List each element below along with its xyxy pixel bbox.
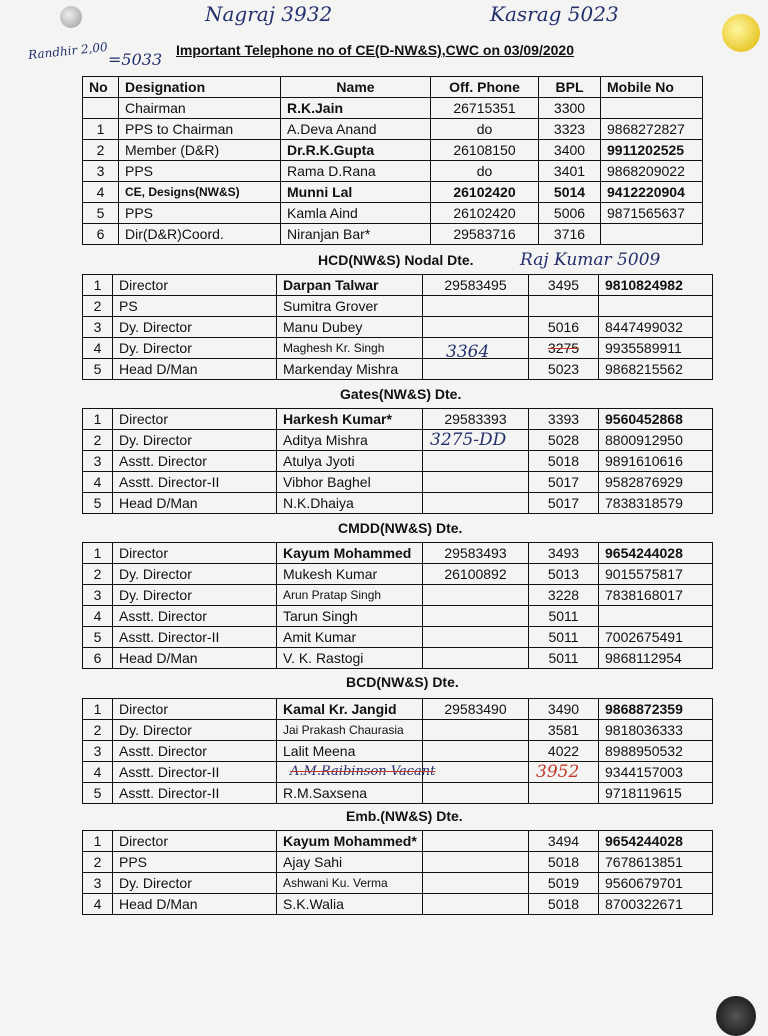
cell-name: Dr.R.K.Gupta — [281, 140, 431, 161]
table-row — [83, 585, 713, 606]
cell-mobile — [599, 606, 713, 627]
cell-bpl: 3393 — [529, 409, 599, 430]
cell-name: Ajay Sahi — [277, 852, 423, 873]
cell-bpl: 5018 — [529, 852, 599, 873]
table-row — [83, 783, 713, 804]
cell-designation: Dy. Director — [113, 585, 277, 606]
cell-bpl: 3323 — [539, 119, 601, 140]
main-contacts-table — [82, 76, 703, 245]
cell-designation: Dy. Director — [113, 720, 277, 741]
table-row — [83, 275, 713, 296]
cell-no: 5 — [83, 493, 113, 514]
cell-mobile: 7678613851 — [599, 852, 713, 873]
table-row — [83, 203, 703, 224]
cell-designation: Asstt. Director — [113, 606, 277, 627]
cell-phone — [423, 451, 529, 472]
cell-no: 3 — [83, 873, 113, 894]
cell-mobile: 9891610616 — [599, 451, 713, 472]
cell-name: N.K.Dhaiya — [277, 493, 423, 514]
cell-bpl: 5011 — [529, 627, 599, 648]
handwritten-margin-note-1: Randhir 2,00 — [27, 39, 109, 63]
col-header-phone: Off. Phone — [431, 77, 539, 98]
cell-phone: 26108150 — [431, 140, 539, 161]
section-title-gates: Gates(NW&S) Dte. — [340, 386, 462, 402]
cell-bpl: 3400 — [539, 140, 601, 161]
cell-phone — [423, 894, 529, 915]
cell-mobile: 8800912950 — [599, 430, 713, 451]
cell-mobile: 9868872359 — [599, 699, 713, 720]
cell-no: 3 — [83, 585, 113, 606]
cell-phone: 29583716 — [431, 224, 539, 245]
cell-bpl: 5023 — [529, 359, 599, 380]
cell-designation: PPS — [119, 203, 281, 224]
cell-no: 2 — [83, 430, 113, 451]
cell-bpl: 5019 — [529, 873, 599, 894]
cell-designation: Dy. Director — [113, 873, 277, 894]
cell-designation: CE, Designs(NW&S) — [119, 182, 281, 203]
cell-no: 1 — [83, 275, 113, 296]
cell-designation: Head D/Man — [113, 359, 277, 380]
table-header-row — [83, 77, 703, 98]
cell-phone: do — [431, 119, 539, 140]
cell-no: 5 — [83, 783, 113, 804]
cell-phone: do — [431, 161, 539, 182]
table-row — [83, 161, 703, 182]
cell-designation: Head D/Man — [113, 493, 277, 514]
cell-designation: Director — [113, 409, 277, 430]
table-row — [83, 741, 713, 762]
cell-mobile: 9560452868 — [599, 409, 713, 430]
cell-bpl: 5013 — [529, 564, 599, 585]
cell-mobile: 9810824982 — [599, 275, 713, 296]
cell-phone — [423, 606, 529, 627]
cell-phone — [423, 472, 529, 493]
cell-phone — [423, 317, 529, 338]
col-header-designation: Designation — [119, 77, 281, 98]
cell-bpl: 3493 — [529, 543, 599, 564]
cell-designation: Asstt. Director — [113, 741, 277, 762]
cell-no: 4 — [83, 762, 113, 783]
cell-phone: 26100892 — [423, 564, 529, 585]
cell-mobile: 7838318579 — [599, 493, 713, 514]
cell-no: 5 — [83, 203, 119, 224]
table-row — [83, 224, 703, 245]
cell-mobile: 9560679701 — [599, 873, 713, 894]
cell-bpl: 3716 — [539, 224, 601, 245]
cell-bpl: 3494 — [529, 831, 599, 852]
cell-no: 1 — [83, 409, 113, 430]
cell-name: R.M.Saxsena — [277, 783, 423, 804]
cell-no: 3 — [83, 741, 113, 762]
cell-phone — [423, 852, 529, 873]
cell-name: Amit Kumar — [277, 627, 423, 648]
cell-no: 1 — [83, 119, 119, 140]
cell-bpl: 3490 — [529, 699, 599, 720]
cell-bpl: 5017 — [529, 472, 599, 493]
cell-mobile: 9412220904 — [601, 182, 703, 203]
cell-no: 2 — [83, 852, 113, 873]
handwritten-name-bcd: A.M.Raibinson Vacant — [290, 764, 436, 779]
cell-mobile: 9868209022 — [601, 161, 703, 182]
cell-no: 3 — [83, 317, 113, 338]
handwritten-note-top-right: Kasrag 5023 — [490, 2, 619, 26]
cell-mobile — [601, 98, 703, 119]
table-row — [83, 564, 713, 585]
cell-name: Lalit Meena — [277, 741, 423, 762]
cell-no: 4 — [83, 894, 113, 915]
cell-name: Tarun Singh — [277, 606, 423, 627]
cell-phone: 26715351 — [431, 98, 539, 119]
col-header-bpl: BPL — [539, 77, 601, 98]
cell-designation: Director — [113, 699, 277, 720]
cell-designation: Member (D&R) — [119, 140, 281, 161]
section-title-bcd: BCD(NW&S) Dte. — [346, 674, 459, 690]
table-row — [83, 831, 713, 852]
cell-name: S.K.Walia — [277, 894, 423, 915]
cell-bpl: 5018 — [529, 451, 599, 472]
cell-mobile: 9911202525 — [601, 140, 703, 161]
table-row — [83, 338, 713, 359]
cell-mobile — [599, 296, 713, 317]
cell-mobile: 9015575817 — [599, 564, 713, 585]
cell-mobile: 9868112954 — [599, 648, 713, 669]
cell-no: 2 — [83, 564, 113, 585]
col-header-no: No — [83, 77, 119, 98]
cell-phone: 29583490 — [423, 699, 529, 720]
cell-mobile: 9818036333 — [599, 720, 713, 741]
table-row — [83, 140, 703, 161]
cell-no: 4 — [83, 338, 113, 359]
table-row — [83, 543, 713, 564]
yellow-pushpin-icon — [722, 14, 760, 52]
cell-bpl: 3401 — [539, 161, 601, 182]
cell-phone — [423, 296, 529, 317]
cell-bpl: 5028 — [529, 430, 599, 451]
cell-mobile: 9654244028 — [599, 831, 713, 852]
cell-designation: Asstt. Director-II — [113, 783, 277, 804]
cell-bpl: 5014 — [539, 182, 601, 203]
cell-name: A.Deva Anand — [281, 119, 431, 140]
cell-phone — [423, 831, 529, 852]
handwritten-note-top-left: Nagraj 3932 — [205, 2, 333, 26]
cell-mobile: 9344157003 — [599, 762, 713, 783]
cell-name: Markenday Mishra — [277, 359, 423, 380]
cell-name: Ashwani Ku. Verma — [277, 873, 423, 894]
section-table-gates — [82, 408, 713, 514]
table-row — [83, 606, 713, 627]
cell-name: Kayum Mohammed — [277, 543, 423, 564]
cell-phone — [423, 720, 529, 741]
cell-designation: Asstt. Director-II — [113, 627, 277, 648]
cell-name: Kayum Mohammed* — [277, 831, 423, 852]
cell-bpl: 3581 — [529, 720, 599, 741]
cell-no: 5 — [83, 627, 113, 648]
cell-mobile: 9935589911 — [599, 338, 713, 359]
cell-no: 4 — [83, 182, 119, 203]
table-row — [83, 720, 713, 741]
cell-phone — [423, 627, 529, 648]
cell-phone: 29583493 — [423, 543, 529, 564]
cell-mobile: 9868215562 — [599, 359, 713, 380]
cell-no: 4 — [83, 606, 113, 627]
section-table-hcd — [82, 274, 713, 380]
section-table-bcd — [82, 698, 713, 804]
cell-name: Arun Pratap Singh — [277, 585, 423, 606]
cell-phone — [423, 873, 529, 894]
table-row — [83, 493, 713, 514]
cell-no: 2 — [83, 296, 113, 317]
cell-name: Harkesh Kumar* — [277, 409, 423, 430]
cell-name: Mukesh Kumar — [277, 564, 423, 585]
cell-no — [83, 98, 119, 119]
cell-no: 1 — [83, 543, 113, 564]
table-row — [83, 182, 703, 203]
cell-phone — [423, 741, 529, 762]
cell-designation: PPS — [113, 852, 277, 873]
cell-bpl: 3275 — [529, 338, 599, 359]
cell-designation: PPS — [119, 161, 281, 182]
cell-name: Sumitra Grover — [277, 296, 423, 317]
cell-bpl: 5006 — [539, 203, 601, 224]
cell-phone: 26102420 — [431, 203, 539, 224]
col-header-mobile: Mobile No — [601, 77, 703, 98]
cell-name: Munni Lal — [281, 182, 431, 203]
cell-mobile: 9718119615 — [599, 783, 713, 804]
cell-phone: 29583393 — [423, 409, 529, 430]
cell-name: Kamal Kr. Jangid — [277, 699, 423, 720]
cell-no: 3 — [83, 161, 119, 182]
cell-mobile: 8988950532 — [599, 741, 713, 762]
handwritten-ext-gates: 3275-DD — [430, 430, 507, 450]
section-title-emb: Emb.(NW&S) Dte. — [346, 808, 463, 824]
cell-bpl: 5016 — [529, 317, 599, 338]
cell-mobile: 7002675491 — [599, 627, 713, 648]
cell-bpl: 3495 — [529, 275, 599, 296]
table-row — [83, 699, 713, 720]
table-row — [83, 98, 703, 119]
cell-mobile: 9582876929 — [599, 472, 713, 493]
cell-bpl: 5017 — [529, 493, 599, 514]
table-row — [83, 119, 703, 140]
binder-clip-icon — [716, 996, 756, 1036]
table-row — [83, 894, 713, 915]
cell-name: R.K.Jain — [281, 98, 431, 119]
cell-name: Niranjan Bar* — [281, 224, 431, 245]
cell-designation: PPS to Chairman — [119, 119, 281, 140]
cell-bpl: 3228 — [529, 585, 599, 606]
cell-phone — [423, 783, 529, 804]
cell-bpl: 4022 — [529, 741, 599, 762]
cell-name: Darpan Talwar — [277, 275, 423, 296]
cell-bpl: 5011 — [529, 606, 599, 627]
cell-name: Maghesh Kr. Singh — [277, 338, 423, 359]
cell-bpl: 5011 — [529, 648, 599, 669]
cell-mobile — [601, 224, 703, 245]
cell-no: 2 — [83, 720, 113, 741]
cell-designation: Asstt. Director-II — [113, 472, 277, 493]
cell-no: 1 — [83, 831, 113, 852]
table-row — [83, 296, 713, 317]
handwritten-ext-hcd: 3364 — [446, 342, 490, 362]
cell-designation: Director — [113, 543, 277, 564]
handwritten-ext-bcd: 3952 — [536, 762, 580, 782]
cell-designation: Asstt. Director-II — [113, 762, 277, 783]
cell-mobile: 9871565637 — [601, 203, 703, 224]
cell-phone — [423, 762, 529, 783]
handwritten-margin-note-2: =5033 — [108, 50, 163, 69]
cell-name: V. K. Rastogi — [277, 648, 423, 669]
cell-name: Manu Dubey — [277, 317, 423, 338]
cell-designation: Dy. Director — [113, 338, 277, 359]
cell-no: 2 — [83, 140, 119, 161]
cell-no: 5 — [83, 359, 113, 380]
cell-mobile: 7838168017 — [599, 585, 713, 606]
cell-bpl — [529, 296, 599, 317]
cell-designation: Dir(D&R)Coord. — [119, 224, 281, 245]
cell-no: 4 — [83, 472, 113, 493]
cell-designation: Asstt. Director — [113, 451, 277, 472]
cell-name: Rama D.Rana — [281, 161, 431, 182]
cell-designation: Director — [113, 275, 277, 296]
cell-phone — [423, 585, 529, 606]
section-table-emb — [82, 830, 713, 915]
cell-name: Vibhor Baghel — [277, 472, 423, 493]
cell-mobile: 9868272827 — [601, 119, 703, 140]
cell-name: Atulya Jyoti — [277, 451, 423, 472]
table-row — [83, 451, 713, 472]
cell-bpl: 3300 — [539, 98, 601, 119]
cell-designation: Dy. Director — [113, 317, 277, 338]
cell-name: Kamla Aind — [281, 203, 431, 224]
cell-designation: Head D/Man — [113, 894, 277, 915]
table-row — [83, 873, 713, 894]
table-row — [83, 648, 713, 669]
cell-bpl: 5018 — [529, 894, 599, 915]
cell-phone: 26102420 — [431, 182, 539, 203]
cell-designation: Chairman — [119, 98, 281, 119]
cell-phone — [423, 493, 529, 514]
cell-designation: Head D/Man — [113, 648, 277, 669]
cell-mobile: 8700322671 — [599, 894, 713, 915]
cell-no: 6 — [83, 648, 113, 669]
table-row — [83, 359, 713, 380]
cell-designation: Director — [113, 831, 277, 852]
cell-phone — [423, 648, 529, 669]
table-row — [83, 430, 713, 451]
table-row — [83, 627, 713, 648]
col-header-name: Name — [281, 77, 431, 98]
cell-name: Aditya Mishra — [277, 430, 423, 451]
cell-phone: 29583495 — [423, 275, 529, 296]
handwritten-note-hcd: Raj Kumar 5009 — [520, 250, 661, 270]
cell-bpl — [529, 783, 599, 804]
cell-designation: PS — [113, 296, 277, 317]
cell-designation: Dy. Director — [113, 564, 277, 585]
cell-no: 6 — [83, 224, 119, 245]
cell-designation: Dy. Director — [113, 430, 277, 451]
table-row — [83, 852, 713, 873]
grey-pin-icon — [60, 6, 82, 28]
cell-mobile: 9654244028 — [599, 543, 713, 564]
cell-no: 1 — [83, 699, 113, 720]
document-title: Important Telephone no of CE(D-NW&S),CWC on 03/09/2020 — [176, 42, 574, 58]
table-row — [83, 472, 713, 493]
cell-name: Jai Prakash Chaurasia — [277, 720, 423, 741]
section-table-cmdd — [82, 542, 713, 669]
section-title-hcd: HCD(NW&S) Nodal Dte. — [318, 252, 474, 268]
section-title-cmdd: CMDD(NW&S) Dte. — [338, 520, 463, 536]
table-row — [83, 317, 713, 338]
table-row — [83, 409, 713, 430]
cell-no: 3 — [83, 451, 113, 472]
cell-mobile: 8447499032 — [599, 317, 713, 338]
